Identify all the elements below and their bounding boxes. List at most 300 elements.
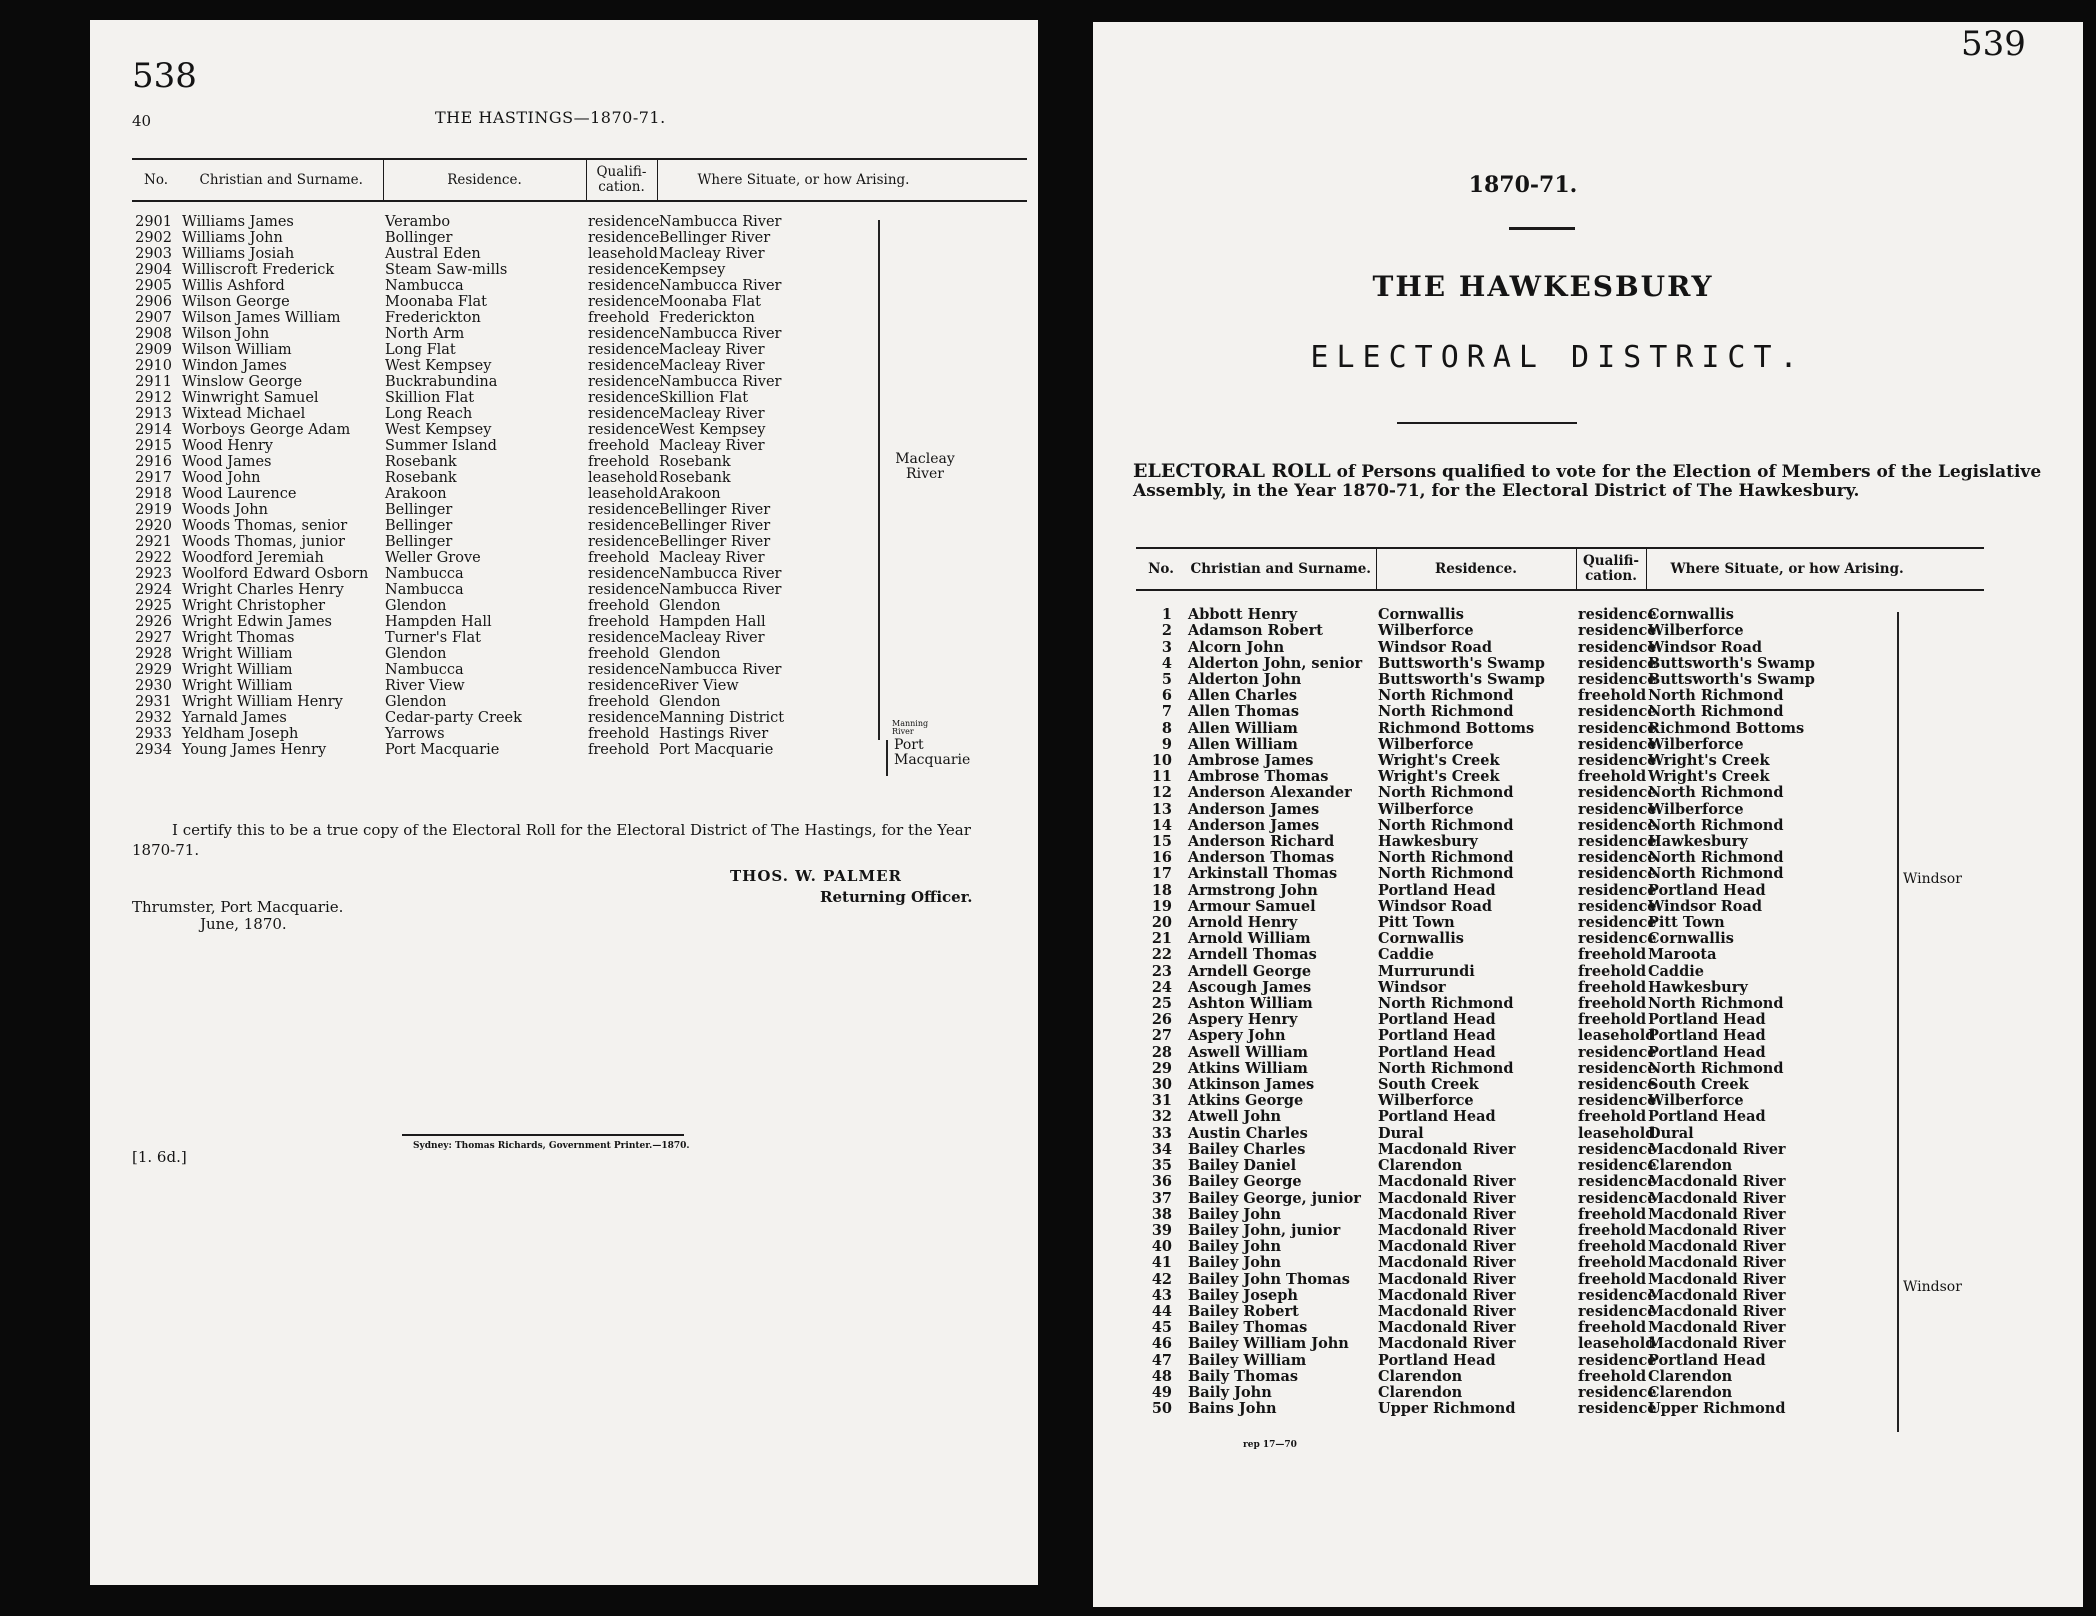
residence: Cedar-party Creek [385,710,522,726]
residence: West Kempsey [385,358,492,374]
table-row [132,694,1027,710]
table-row [1136,1223,1984,1239]
where-situate: Hampden Hall [659,614,766,630]
printer-rule [402,1134,684,1136]
where-situate: North Richmond [1648,1059,1784,1077]
r-col-header-no: No. [1136,548,1186,590]
entry-number: 41 [1151,1254,1172,1272]
r-col-header-situate: Where Situate, or how Arising. [1646,548,1984,590]
qualification: freehold [1578,962,1647,980]
table-row [1136,1207,1984,1223]
qualification: freehold [588,598,650,614]
entry-number: 22 [1151,946,1172,964]
qualification: residence [1578,816,1657,834]
table-row [132,246,1027,262]
where-situate: Buttsworth's Swamp [1648,654,1815,672]
where-situate: Bellinger River [659,534,771,550]
entry-number: 3 [1161,638,1172,656]
price-mark: [1. 6d.] [132,1148,187,1166]
residence: Bellinger [385,502,453,518]
table-row [1136,1174,1984,1190]
qualification: residence [1578,1140,1657,1158]
where-situate: Maroota [1648,946,1717,964]
qualification: residence [1578,719,1657,737]
elector-name: Bailey Daniel [1188,1157,1297,1175]
elector-name: Yeldham Joseph [182,726,299,742]
left-running-head: THE HASTINGS—1870-71. [435,108,666,127]
where-situate: Windsor Road [1648,638,1762,656]
elector-name: Baily Thomas [1188,1367,1299,1385]
right-footer-note: rep 17—70 [1243,1440,1297,1450]
table-row [1136,964,1984,980]
certification-text: I certify this to be a true copy of the Electoral Roll for the Electoral District of The Hastings, for the Year 1870-71. [132,821,971,859]
residence: Bellinger [385,534,453,550]
right-roll-table [1136,547,1984,1417]
residence: North Arm [385,326,465,342]
table-row [1136,1191,1984,1207]
residence: Windsor Road [1378,897,1492,915]
qualification: freehold [1578,1011,1647,1029]
entry-number: 7 [1161,703,1172,721]
where-situate: Nambucca River [659,582,782,598]
entry-number: 13 [1151,800,1172,818]
elector-name: Bains John [1188,1400,1277,1418]
table-row [1136,980,1984,996]
where-situate: Upper Richmond [1648,1400,1786,1418]
residence: Buttsworth's Swamp [1378,671,1545,688]
entry-number: 2928 [135,646,172,662]
residence: Buckrabundina [385,374,498,390]
table-row [1136,899,1984,915]
table-row [1136,1093,1984,1109]
entry-number: 46 [1151,1335,1172,1353]
entry-number: 2923 [135,566,172,582]
roll-intro [1133,462,2048,501]
table-row [1136,1142,1984,1158]
entry-number: 47 [1151,1351,1172,1369]
where-situate: Manning District [659,710,785,726]
qualification: residence [1578,784,1657,802]
where-situate: Portland Head [1648,1011,1766,1029]
elector-name: Bailey John [1188,1238,1281,1256]
elector-name: Armour Samuel [1188,897,1316,915]
table-row [1136,802,1984,818]
qualification: residence [1578,1076,1657,1094]
left-brace-label-port: Port Macquarie [894,737,971,768]
qualification: freehold [1578,687,1647,705]
residence: Murrurundi [1378,962,1475,980]
where-situate: Cornwallis [1648,930,1734,948]
qualification: residence [588,662,660,678]
where-situate: Macdonald River [1648,1302,1786,1320]
residence: North Richmond [1378,1059,1514,1077]
residence: Wilberforce [1378,800,1474,818]
subtitle-rule [1397,422,1577,424]
entry-number: 18 [1151,881,1172,899]
elector-name: Windon James [182,358,287,374]
entry-number: 2924 [135,582,172,598]
right-page [1093,22,2083,1607]
qualification: residence [1578,1351,1657,1369]
table-row [132,278,1027,294]
table-row [132,582,1027,598]
residence: Bollinger [385,230,453,246]
left-brace-label-macleay: Macleay River [895,451,955,482]
qualification: residence [1578,1059,1657,1077]
residence: Moonaba Flat [385,294,487,310]
residence: River View [385,678,465,694]
qualification: residence [1578,1302,1657,1320]
table-row [1136,1336,1984,1352]
residence: Portland Head [1378,881,1496,899]
where-situate: North Richmond [1648,849,1784,867]
entry-number: 49 [1151,1383,1172,1401]
elector-name: Winslow George [182,374,303,390]
table-row [1136,640,1984,656]
table-row [1136,1045,1984,1061]
where-situate: Dural [1648,1124,1694,1142]
qualification: leasehold [588,486,658,502]
where-situate: Rosebank [659,454,731,470]
qualification: freehold [1578,1205,1647,1223]
where-situate: Arakoon [659,486,721,502]
where-situate: Macdonald River [1648,1140,1786,1158]
residence: Nambucca [385,278,464,294]
where-situate: Moonaba Flat [659,294,761,310]
entry-number: 25 [1151,995,1172,1013]
elector-name: Wood John [182,470,261,486]
entry-number: 2925 [135,598,172,614]
elector-name: Wright William [182,646,293,662]
table-row [1136,1126,1984,1142]
residence: North Richmond [1378,703,1514,721]
residence: Wright's Creek [1378,768,1500,786]
residence: Glendon [385,694,447,710]
elector-name: Aspery Henry [1188,1011,1298,1029]
right-brace [1889,612,1899,1432]
elector-name: Woolford Edward Osborn [182,566,369,582]
entry-number: 2901 [135,214,172,230]
residence: Frederickton [385,310,481,326]
elector-name: Ascough James [1188,978,1312,996]
qualification: freehold [1578,1221,1647,1239]
elector-name: Wright William [182,678,293,694]
where-situate: Macleay River [659,406,765,422]
elector-name: Wood James [182,454,272,470]
where-situate: Nambucca River [659,214,782,230]
elector-name: Alcorn John [1188,638,1285,656]
elector-name: Allen William [1188,735,1298,753]
table-row [1136,1012,1984,1028]
entry-number: 34 [1151,1140,1172,1158]
where-situate: Buttsworth's Swamp [1648,671,1815,688]
where-situate: Macdonald River [1648,1189,1786,1207]
entry-number: 36 [1151,1173,1172,1191]
where-situate: Pitt Town [1648,914,1725,932]
elector-name: Wright Edwin James [182,614,332,630]
table-row [132,486,1027,502]
col-header-name: Christian and Surname. [180,159,383,201]
entry-number: 12 [1151,784,1172,802]
spacer-row [132,201,1027,214]
table-row [132,310,1027,326]
entry-number: 4 [1161,654,1172,672]
table-row [132,262,1027,278]
qualification: residence [588,630,660,646]
qualification: freehold [1578,995,1647,1013]
where-situate: Nambucca River [659,566,782,582]
qualification: residence [1578,703,1657,721]
entry-number: 2927 [135,630,172,646]
certification-date: June, 1870. [200,915,287,933]
where-situate: Clarendon [1648,1157,1733,1175]
table-row [1136,753,1984,769]
where-situate: North Richmond [1648,703,1784,721]
entry-number: 2907 [135,310,172,326]
elector-name: Wilson George [182,294,290,310]
qualification: residence [1578,654,1657,672]
qualification: residence [588,566,660,582]
residence: Macdonald River [1378,1302,1516,1320]
entry-number: 42 [1151,1270,1172,1288]
elector-name: Atkins George [1188,1092,1304,1110]
table-row [132,678,1027,694]
residence: Long Flat [385,342,456,358]
residence: Macdonald River [1378,1205,1516,1223]
where-situate: Macdonald River [1648,1319,1786,1337]
entry-number: 2917 [135,470,172,486]
entry-number: 50 [1151,1400,1172,1418]
elector-name: Anderson James [1188,800,1320,818]
table-row [1136,1028,1984,1044]
qualification: leasehold [1578,1124,1656,1142]
elector-name: Allen Thomas [1188,703,1299,721]
elector-name: Williams John [182,230,283,246]
where-situate: Wright's Creek [1648,768,1770,786]
table-row [132,406,1027,422]
qualification: residence [588,374,660,390]
entry-number: 20 [1151,914,1172,932]
r-col-header-name: Christian and Surname. [1186,548,1376,590]
where-situate: Kempsey [659,262,726,278]
where-situate: Macdonald River [1648,1254,1786,1272]
qualification: residence [1578,638,1657,656]
where-situate: Portland Head [1648,1351,1766,1369]
where-situate: Glendon [659,694,721,710]
entry-number: 2929 [135,662,172,678]
qualification: residence [588,294,660,310]
elector-name: Atkinson James [1188,1076,1315,1094]
right-roll-rows [1136,590,1984,1417]
right-year-title: 1870-71. [1468,172,1578,198]
elector-name: Woods Thomas, senior [182,518,348,534]
elector-name: Ambrose Thomas [1188,768,1329,786]
entry-number: 2931 [135,694,172,710]
residence: Hampden Hall [385,614,492,630]
table-row [132,662,1027,678]
entry-number: 29 [1151,1059,1172,1077]
elector-name: Wood Henry [182,438,273,454]
where-situate: Hawkesbury [1648,978,1748,996]
residence: North Richmond [1378,687,1514,705]
residence: Upper Richmond [1378,1400,1516,1418]
qualification: residence [588,326,660,342]
qualification: freehold [1578,946,1647,964]
residence: Portland Head [1378,1011,1496,1029]
table-row [132,422,1027,438]
elector-name: Arndell George [1188,962,1312,980]
entry-number: 37 [1151,1189,1172,1207]
year-rule [1509,227,1575,230]
where-situate: Macdonald River [1648,1335,1786,1353]
signer-title: Returning Officer. [820,888,973,906]
elector-name: Wright Christopher [182,598,326,614]
certification-place: Thrumster, Port Macquarie. [132,898,344,916]
where-situate: North Richmond [1648,687,1784,705]
residence: Macdonald River [1378,1254,1516,1272]
where-situate: Glendon [659,598,721,614]
residence: Nambucca [385,566,464,582]
where-situate: Macleay River [659,246,765,262]
where-situate: Macleay River [659,550,765,566]
elector-name: Arndell Thomas [1188,946,1317,964]
residence: Austral Eden [385,246,481,262]
residence: Buttsworth's Swamp [1378,654,1545,672]
entry-number: 2921 [135,534,172,550]
qualification: freehold [1578,1108,1647,1126]
elector-name: Wilson William [182,342,292,358]
residence: Long Reach [385,406,473,422]
elector-name: Arnold William [1188,930,1311,948]
qualification: residence [1578,735,1657,753]
table-row [132,598,1027,614]
table-row [1136,1369,1984,1385]
qualification: freehold [1578,1270,1647,1288]
entry-number: 24 [1151,978,1172,996]
entry-number: 2912 [135,390,172,406]
entry-number: 32 [1151,1108,1172,1126]
entry-number: 48 [1151,1367,1172,1385]
qualification: residence [588,582,660,598]
elector-name: Alderton John [1188,671,1302,688]
table-row [1136,1272,1984,1288]
entry-number: 2932 [135,710,172,726]
table-row [1136,866,1984,882]
where-situate: Clarendon [1648,1367,1733,1385]
entry-number: 17 [1151,865,1172,883]
qualification: residence [1578,1157,1657,1175]
left-brace-macleay [870,220,880,740]
residence: North Richmond [1378,816,1514,834]
residence: Cornwallis [1378,606,1464,624]
entry-number: 2909 [135,342,172,358]
qualification: leasehold [588,246,658,262]
col-header-no: No. [132,159,180,201]
where-situate: North Richmond [1648,784,1784,802]
left-page-number: 538 [132,56,197,96]
entry-number: 2902 [135,230,172,246]
table-row [1136,737,1984,753]
qualification: freehold [588,742,650,758]
where-situate: Clarendon [1648,1383,1733,1401]
qualification: freehold [588,694,650,710]
residence: Macdonald River [1378,1221,1516,1239]
where-situate: Hastings River [659,726,769,742]
qualification: freehold [1578,1254,1647,1272]
where-situate: Cornwallis [1648,606,1734,624]
entry-number: 2903 [135,246,172,262]
table-row [1136,1239,1984,1255]
qualification: residence [588,534,660,550]
entry-number: 2908 [135,326,172,342]
elector-name: Bailey Joseph [1188,1286,1298,1304]
district-title: THE HAWKESBURY [1372,270,1714,303]
where-situate: Wright's Creek [1648,752,1770,770]
entry-number: 2904 [135,262,172,278]
entry-number: 2934 [135,742,172,758]
table-row [1136,1288,1984,1304]
table-row [132,342,1027,358]
residence: North Richmond [1378,849,1514,867]
where-situate: Wilberforce [1648,622,1744,640]
table-row [1136,1158,1984,1174]
table-row [132,630,1027,646]
table-row [1136,688,1984,704]
residence: Clarendon [1378,1157,1463,1175]
left-brace-port [880,740,888,776]
residence: Clarendon [1378,1367,1463,1385]
qualification: freehold [588,454,650,470]
elector-name: Williams Josiah [182,246,295,262]
entry-number: 10 [1151,752,1172,770]
qualification: residence [588,262,660,278]
qualification: residence [588,390,660,406]
where-situate: Nambucca River [659,662,782,678]
residence: Wilberforce [1378,1092,1474,1110]
elector-name: Allen Charles [1188,687,1298,705]
entry-number: 2905 [135,278,172,294]
elector-name: Allen William [1188,719,1298,737]
signer-name: THOS. W. PALMER [730,867,902,885]
where-situate: Glendon [659,646,721,662]
elector-name: Anderson Thomas [1188,849,1335,867]
residence: Port Macquarie [385,742,500,758]
residence: South Creek [1378,1076,1479,1094]
elector-name: Bailey George, junior [1188,1189,1361,1207]
where-situate: Bellinger River [659,518,771,534]
where-situate: Macdonald River [1648,1221,1786,1239]
elector-name: Atwell John [1188,1108,1282,1126]
elector-name: Austin Charles [1188,1124,1308,1142]
qualification: residence [1578,606,1657,624]
table-row [132,230,1027,246]
where-situate: Macdonald River [1648,1270,1786,1288]
entry-number: 21 [1151,930,1172,948]
r-col-header-qualification: Qualifi-cation. [1576,548,1646,590]
residence: Glendon [385,598,447,614]
elector-name: Anderson James [1188,816,1320,834]
elector-name: Arnold Henry [1188,914,1298,932]
col-header-residence: Residence. [383,159,586,201]
elector-name: Ambrose James [1188,752,1314,770]
qualification: freehold [1578,1319,1647,1337]
table-row [1136,931,1984,947]
residence: Macdonald River [1378,1319,1516,1337]
residence: Portland Head [1378,1043,1496,1061]
table-row [1136,769,1984,785]
elector-name: Bailey George [1188,1173,1302,1191]
entry-number: 2914 [135,422,172,438]
